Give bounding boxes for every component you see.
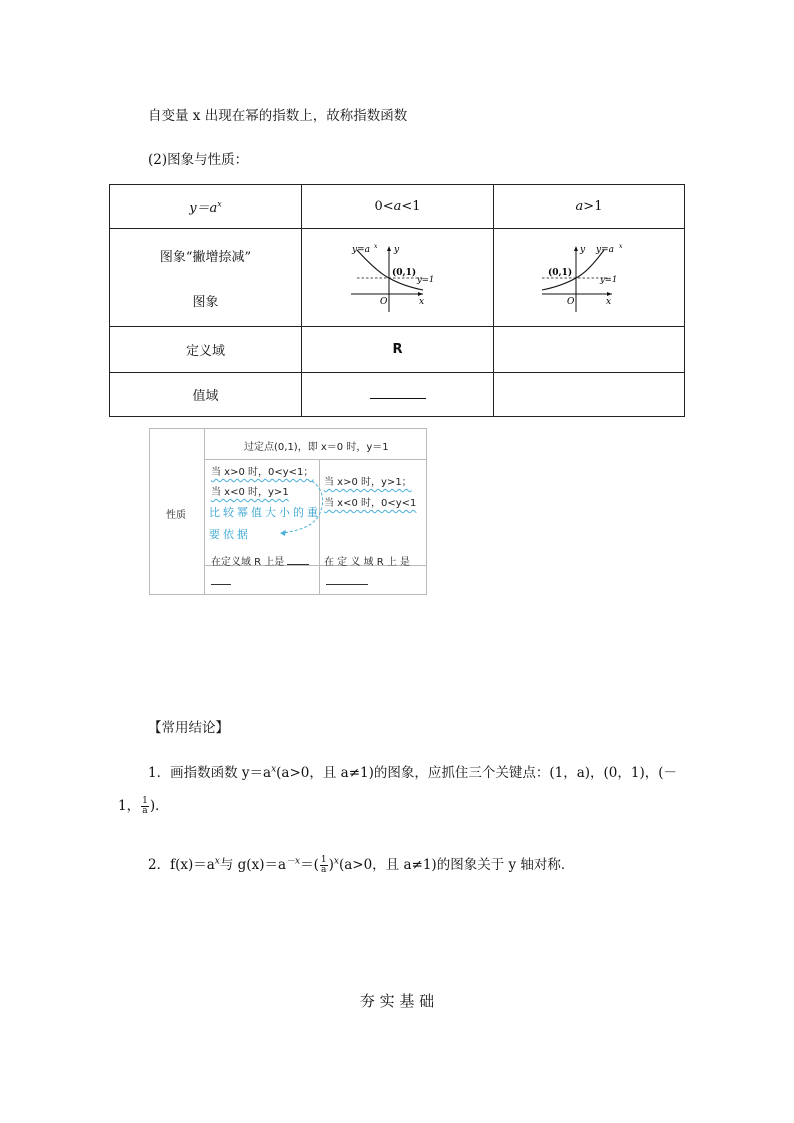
curve-label: y=a <box>351 244 370 255</box>
graph-increasing <box>534 242 644 314</box>
monotonic-right-blank <box>326 575 368 588</box>
table-header-row <box>110 185 685 229</box>
monotonic-left-blank <box>211 575 231 588</box>
conclusion-item-1-cont: 1， $\frac{1}{a}$ )． <box>118 796 169 816</box>
svg-text:x: x <box>619 242 623 250</box>
range-label: 值域 <box>110 373 302 417</box>
curve-label: y=a <box>596 244 614 255</box>
graph-cell-gt1 <box>494 229 685 327</box>
intro-line-2: (2)图象与性质： <box>148 152 249 168</box>
svg-text:x: x <box>418 296 424 307</box>
svg-text:y: y <box>393 244 399 255</box>
conclusion-item-2: 2．$f(x)=a^x$与 $g(x)=a^{-x}=$( $\frac{1}{a}$ )$^x$(a>0，且 a≠1)的图象关于 y 轴对称． <box>148 855 575 875</box>
svg-text:x: x <box>606 296 612 307</box>
range-answer-blank <box>370 386 426 399</box>
handwritten-note-1: 比较幂值大小的重 <box>209 506 321 519</box>
section-title: 夯 实 基 础 <box>359 992 435 1010</box>
annotation-arrow-icon <box>270 473 330 543</box>
svg-text:O: O <box>567 296 575 307</box>
table-row-range <box>110 373 685 417</box>
svg-text:y=1: y=1 <box>600 274 618 285</box>
header-formula: $y=a^x$ <box>110 185 302 229</box>
svg-text:x: x <box>373 242 377 250</box>
monotonic-right: 在 定 义 域 R 上 是 <box>324 557 411 568</box>
properties-box <box>149 428 427 595</box>
svg-text:y: y <box>580 244 586 255</box>
domain-value: R <box>302 327 494 373</box>
properties-label: 性质 <box>166 510 186 521</box>
exponential-function-table <box>109 184 685 417</box>
svg-text:O: O <box>379 296 387 307</box>
table-row-domain <box>110 327 685 373</box>
header-case-gt1: a>1 <box>494 185 685 229</box>
point-label: (0,1) <box>391 267 416 278</box>
monotonic-left: 在定义域 R 上是 <box>211 553 309 568</box>
range-blank-cell <box>302 373 494 417</box>
conclusion-item-1: 1．画指数函数 $y=a^x(a>0$，且 a≠1)的图象，应抓住三个关键点：(1，a)，(0，1)，(－ <box>148 764 678 781</box>
range-blank <box>494 373 685 417</box>
point-label: (0,1) <box>548 267 573 278</box>
property-left-1: 当 x>0 时，0<y<1； <box>211 467 314 478</box>
graph-label: 图象“撇增捺减” 图象 <box>110 229 302 327</box>
property-left-2: 当 x<0 时，y>1 <box>211 487 289 498</box>
property-right-1: 当 x>0 时，y>1； <box>324 477 412 488</box>
domain-label: 定义域 <box>110 327 302 373</box>
table-row-graph <box>110 229 685 327</box>
graph-decreasing <box>343 242 453 314</box>
property-right-2: 当 x<0 时，0<y<1 <box>324 498 417 509</box>
intro-line-1: 自变量 x 出现在幂的指数上，故称指数函数 <box>148 108 408 124</box>
fixed-point: 过定点(0,1)，即 x＝0 时，y＝1 <box>244 442 389 453</box>
domain-blank <box>494 327 685 373</box>
conclusion-heading: 【常用结论】 <box>148 720 229 736</box>
graph-cell-lt1 <box>302 229 494 327</box>
handwritten-note-2: 要依据 <box>209 528 251 541</box>
svg-text:y=1: y=1 <box>416 274 434 285</box>
header-case-lt1: 0<a<1 <box>302 185 494 229</box>
